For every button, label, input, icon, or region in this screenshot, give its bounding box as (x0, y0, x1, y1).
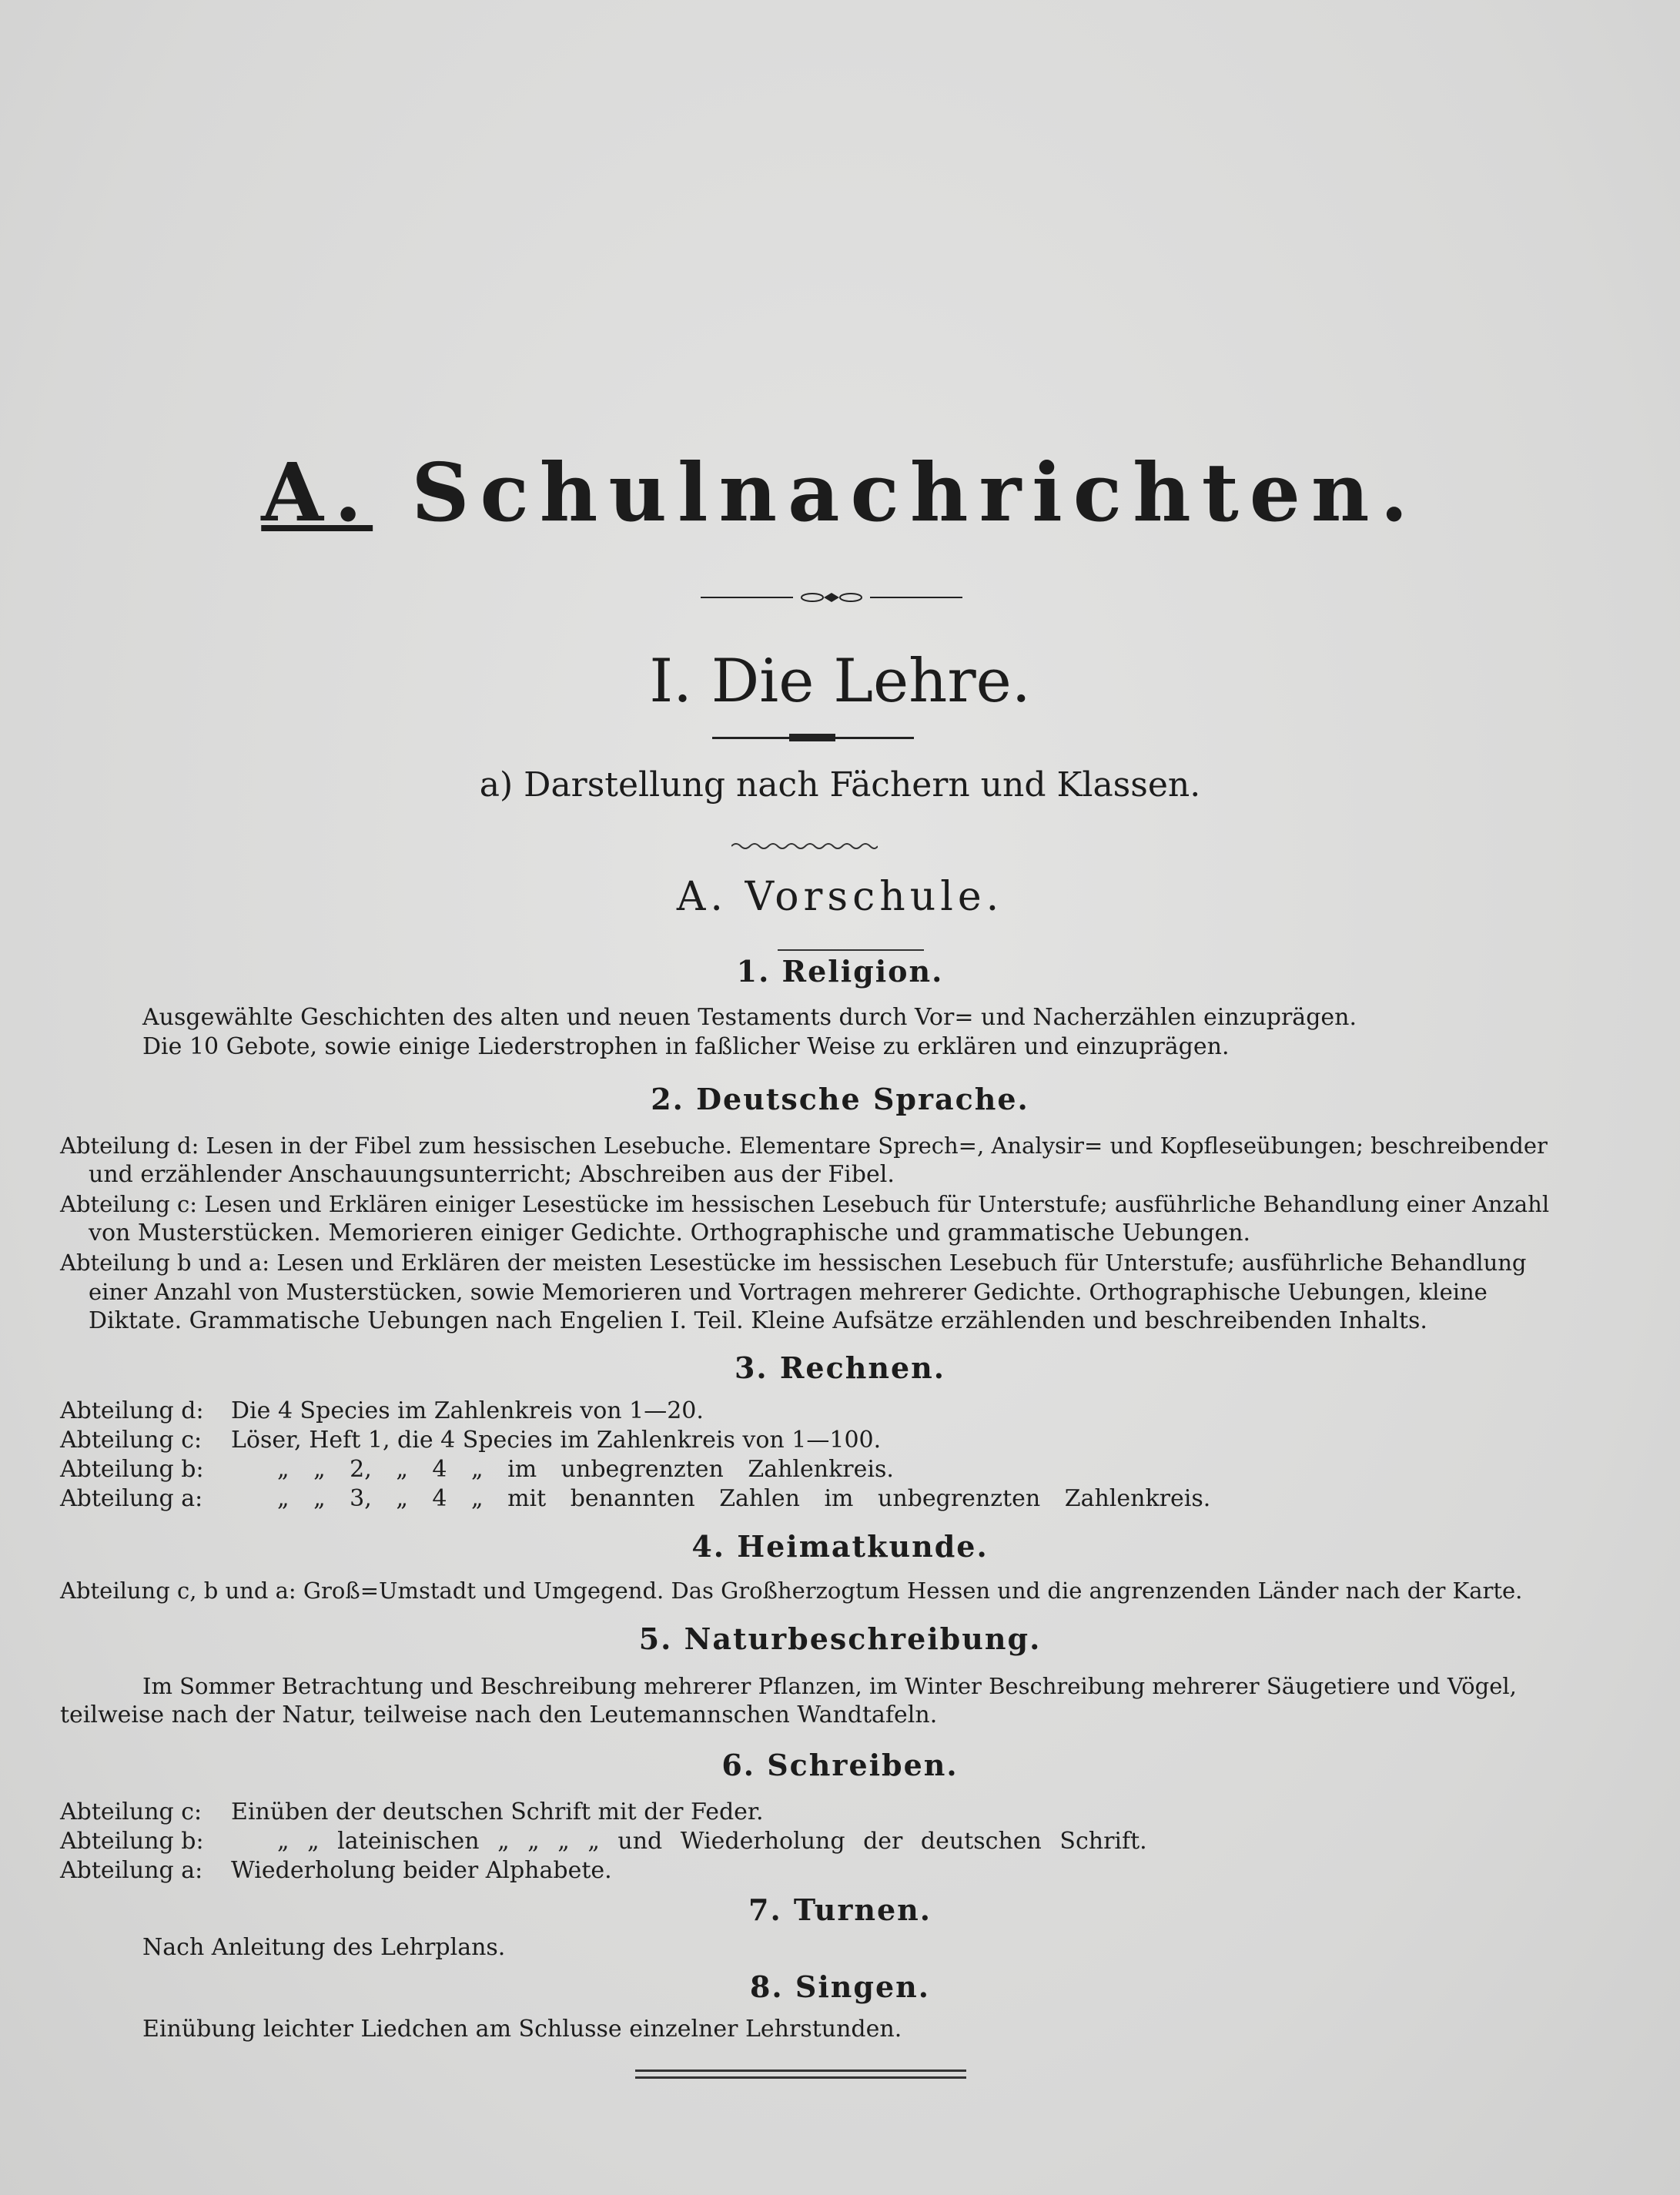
turnen-line-1: Nach Anleitung des Lehrplans. (142, 1934, 506, 1961)
rechnen-row-a-text: „ „ 3, „ 4 „ mit benannten Zahlen im unbegrenzten Zahlenkreis. (277, 1485, 1211, 1512)
schreiben-row-b-label: Abteilung b: (60, 1828, 204, 1855)
rechnen-row-a-label: Abteilung a: (60, 1485, 203, 1512)
deutsch-heading: 2. Deutsche Sprache. (651, 1082, 1029, 1116)
main-title (0, 447, 1680, 539)
deutsch-line-4: von Musterstücken. Memorieren einiger Gedichte. Orthographische und grammatische Uebungen. (89, 1220, 1251, 1246)
rechnen-row-c-label: Abteilung c: (60, 1427, 202, 1454)
religion-line-1: Ausgewählte Geschichten des alten und neuen Testaments durch Vor= und Nacherzählen einzuprägen. (142, 1004, 1357, 1031)
rechnen-row-c-text: Löser, Heft 1, die 4 Species im Zahlenkreis von 1—100. (231, 1427, 882, 1454)
heimatkunde-heading: 4. Heimatkunde. (691, 1529, 989, 1564)
deutsch-line-1: Abteilung d: Lesen in der Fibel zum hessischen Lesebuche. Elementare Sprech=, Analysir= und Kopfleseübungen; beschreibender (60, 1133, 1548, 1159)
religion-heading: 1. Religion. (736, 954, 944, 989)
deutsch-line-2: und erzählender Anschauungsunterricht; Abschreiben aus der Fibel. (89, 1161, 895, 1188)
subtitle: a) Darstellung nach Fächern und Klassen. (479, 765, 1201, 805)
deutsch-line-6: einer Anzahl von Musterstücken, sowie Memorieren und Vortragen mehrerer Gedichte. Orthographische Uebungen, kleine (89, 1279, 1488, 1305)
deutsch-line-5: Abteilung b und a: Lesen und Erklären der meisten Lesestücke im hessischen Lesebuch für Unterstufe; ausführliche Behandlung (60, 1250, 1527, 1276)
deutsch-line-3: Abteilung c: Lesen und Erklären einiger Lesestücke im hessischen Lesebuch für Unterstufe; ausführliche Behandlung einer Anzahl (60, 1191, 1550, 1217)
singen-heading: 8. Singen. (749, 1969, 930, 2004)
schreiben-row-a-text: Wiederholung beider Alphabete. (231, 1857, 612, 1884)
ornament-divider (701, 591, 962, 604)
main-title-text: Schulnachrichten. (411, 445, 1419, 540)
turnen-heading: 7. Turnen. (748, 1892, 932, 1927)
schreiben-row-b-text: „ „ lateinischen „ „ „ „ und Wiederholung der deutschen Schrift. (277, 1828, 1147, 1855)
vorschule-title: A. Vorschule. (676, 874, 1004, 920)
rechnen-row-b-text: „ „ 2, „ 4 „ im unbegrenzten Zahlenkreis. (277, 1456, 894, 1483)
rechnen-heading: 3. Rechnen. (734, 1350, 946, 1385)
natur-line-2: teilweise nach der Natur, teilweise nach den Leutemannschen Wandtafeln. (60, 1701, 938, 1728)
schreiben-row-a-label: Abteilung a: (60, 1857, 203, 1884)
singen-line-1: Einübung leichter Liedchen am Schlusse einzelner Lehrstunden. (142, 2016, 902, 2043)
deutsch-line-7: Diktate. Grammatische Uebungen nach Engelien I. Teil. Kleine Aufsätze erzählenden und beschreibenden Inhalts. (89, 1307, 1427, 1334)
main-title-letter: A. (261, 445, 373, 540)
schreiben-row-c-text: Einüben der deutschen Schrift mit der Feder. (231, 1798, 764, 1825)
natur-heading: 5. Naturbeschreibung. (638, 1621, 1042, 1656)
closing-rule-bottom (635, 2076, 966, 2079)
section-title: I. Die Lehre. (649, 647, 1031, 716)
rechnen-row-d-label: Abteilung d: (60, 1397, 204, 1424)
section-rule-accent (789, 734, 835, 741)
closing-rule-top (635, 2070, 966, 2072)
schreiben-heading: 6. Schreiben. (721, 1748, 959, 1782)
heimatkunde-line-1: Abteilung c, b und a: Groß=Umstadt und Umgegend. Das Großherzogtum Hessen und die angrenzenden Länder nach der Karte. (60, 1578, 1523, 1604)
religion-line-2: Die 10 Gebote, sowie einige Liederstrophen in faßlicher Weise zu erklären und einzuprägen. (142, 1033, 1230, 1060)
schreiben-row-c-label: Abteilung c: (60, 1798, 202, 1825)
rechnen-row-d-text: Die 4 Species im Zahlenkreis von 1—20. (231, 1397, 704, 1424)
wave-divider (731, 841, 878, 852)
natur-line-1: Im Sommer Betrachtung und Beschreibung mehrerer Pflanzen, im Winter Beschreibung mehrerer Säugetiere und Vögel, (142, 1673, 1517, 1699)
rechnen-row-b-label: Abteilung b: (60, 1456, 204, 1483)
vorschule-rule (778, 949, 924, 951)
